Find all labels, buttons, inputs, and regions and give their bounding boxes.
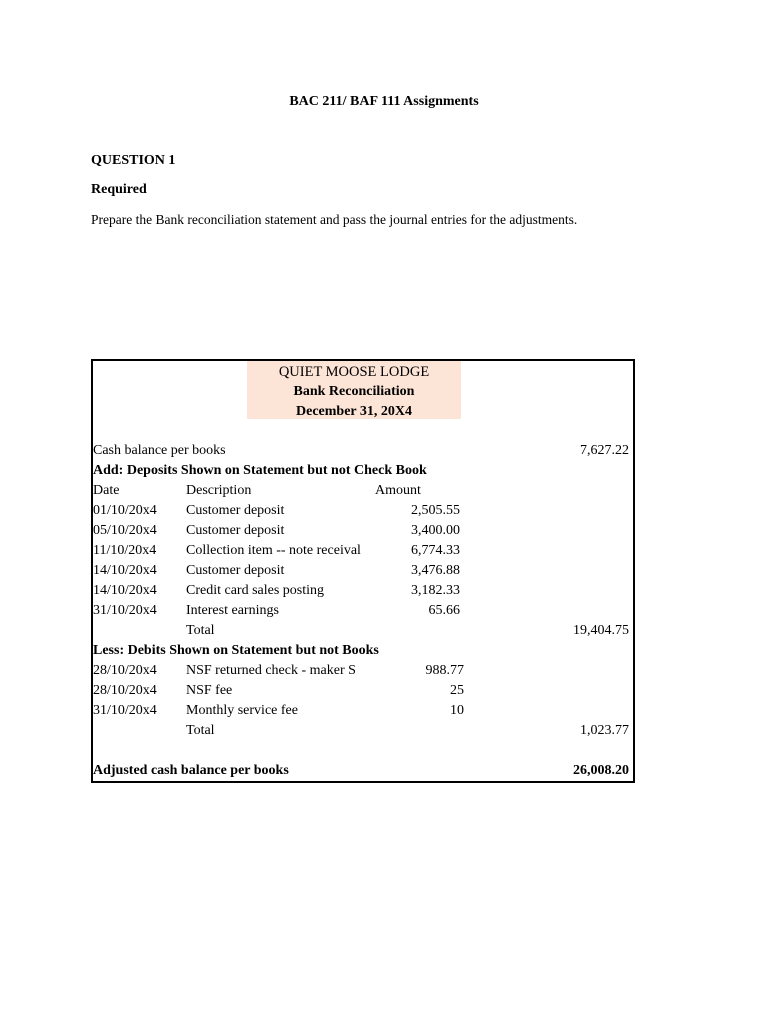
row-description: Credit card sales posting	[186, 583, 325, 598]
row-date: 11/10/20x4	[93, 543, 157, 558]
less-section-heading	[93, 641, 633, 661]
row-description: Customer deposit	[186, 503, 285, 518]
table-row	[93, 561, 633, 581]
column-header-date: Date	[93, 483, 120, 498]
statement-name: Bank Reconciliation	[293, 384, 415, 399]
less-total-label: Total	[186, 723, 215, 738]
row-date: 05/10/20x4	[93, 523, 157, 538]
row-amount: 10	[450, 703, 464, 718]
row-date: 14/10/20x4	[93, 563, 157, 578]
table-row	[93, 681, 633, 701]
row-amount: 2,505.55	[411, 503, 460, 518]
statement-date: December 31, 20X4	[296, 404, 412, 419]
row-description: Collection item -- note receival	[186, 543, 361, 558]
row-amount: 988.77	[425, 663, 464, 678]
add-section-heading	[93, 461, 633, 481]
row-description: NSF fee	[186, 683, 233, 698]
column-header-amount: Amount	[375, 483, 421, 498]
required-heading: Required	[91, 182, 147, 197]
adjusted-balance-label: Adjusted cash balance per books	[93, 763, 289, 778]
row-description: Customer deposit	[186, 563, 285, 578]
row-description: Monthly service fee	[186, 703, 298, 718]
bank-reconciliation-table	[91, 359, 635, 783]
column-header-row	[93, 481, 633, 501]
row-amount: 6,774.33	[411, 543, 460, 558]
company-name: QUIET MOOSE LODGE	[278, 364, 430, 380]
table-row	[93, 701, 633, 721]
question-heading: QUESTION 1	[91, 153, 176, 168]
adjusted-balance-value: 26,008.20	[573, 763, 629, 778]
row-date: 01/10/20x4	[93, 503, 157, 518]
row-amount: 25	[450, 683, 464, 698]
table-row	[93, 521, 633, 541]
add-total-label: Total	[186, 623, 215, 638]
table-row	[93, 541, 633, 561]
row-date: 31/10/20x4	[93, 603, 157, 618]
table-row	[93, 601, 633, 621]
less-total-row	[93, 721, 633, 741]
column-header-description: Description	[186, 483, 252, 498]
row-amount: 3,476.88	[411, 563, 460, 578]
cash-balance-value: 7,627.22	[580, 443, 629, 458]
row-amount: 3,400.00	[411, 523, 460, 538]
document-title: BAC 211/ BAF 111 Assignments	[289, 94, 479, 109]
row-description: NSF returned check - maker S	[186, 663, 356, 678]
less-total-value: 1,023.77	[580, 723, 629, 738]
add-total-row	[93, 621, 633, 641]
row-description: Customer deposit	[186, 523, 285, 538]
add-total-value: 19,404.75	[573, 623, 629, 638]
table-row	[93, 581, 633, 601]
row-amount: 65.66	[428, 603, 460, 618]
row-description: Interest earnings	[186, 603, 279, 618]
row-amount: 3,182.33	[411, 583, 460, 598]
table-row	[93, 661, 633, 681]
instruction-text: Prepare the Bank reconciliation statement and pass the journal entries for the adjustments.	[91, 212, 578, 227]
cash-balance-row	[93, 441, 633, 461]
adjusted-balance-row	[93, 761, 633, 781]
row-date: 28/10/20x4	[93, 663, 157, 678]
row-date: 14/10/20x4	[93, 583, 157, 598]
table-row	[93, 501, 633, 521]
add-section-label: Add: Deposits Shown on Statement but not Check Book	[93, 463, 427, 478]
less-section-label: Less: Debits Shown on Statement but not Books	[93, 643, 379, 658]
statement-header	[247, 361, 461, 419]
row-date: 31/10/20x4	[93, 703, 157, 718]
row-date: 28/10/20x4	[93, 683, 157, 698]
cash-balance-label: Cash balance per books	[93, 443, 226, 458]
